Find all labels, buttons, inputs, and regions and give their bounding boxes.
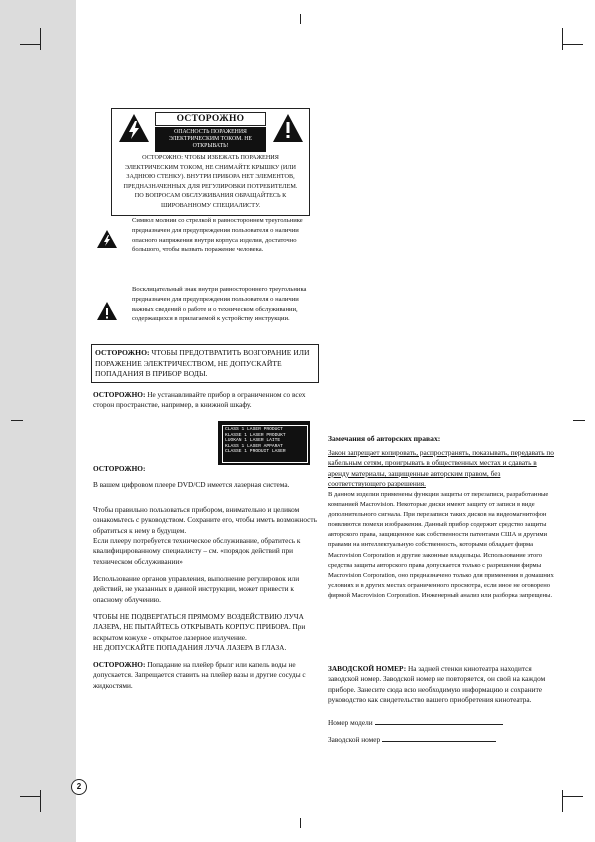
exclamation-triangle-icon <box>272 113 304 143</box>
crop-mark <box>563 796 583 797</box>
shock-danger-label: ОПАСНОСТЬ ПОРАЖЕНИЯ ЭЛЕКТРИЧЕСКИМ ТОКОМ. НЕ ОТКРЫВАТЬ! <box>155 127 266 152</box>
laser-paragraph: Если плееру потребуется техническое обслуживание, обратитесь к квалифицированному специалисту – см. «порядок действий при техническом обслуживании» <box>93 536 301 566</box>
serial-number-field-label: Заводской номер <box>328 735 381 744</box>
laser-label-line: LUOKAN 1 LASER LAITE <box>225 438 281 444</box>
serial-number-label: ЗАВОДСКОЙ НОМЕР: <box>328 664 407 673</box>
laser-paragraph: Использование органов управления, выполнение регулировок или действий, не указанных в данной инструкции, может привести к опасному облучению. <box>93 574 300 604</box>
fire-warning-text <box>95 348 315 380</box>
crop-mark <box>300 818 301 828</box>
exclamation-triangle-icon <box>96 301 118 321</box>
laser-label-inner <box>222 425 308 463</box>
placement-warning-body: Не устанавливайте прибор в ограниченном со всех сторон пространстве, например, в книжной шкафу. <box>93 390 306 410</box>
fire-warning-label: ОСТОРОЖНО: <box>95 348 150 357</box>
lightning-triangle-icon <box>118 113 150 143</box>
page-sidebar-strip <box>0 0 76 842</box>
lightning-symbol-note: Символ молнии со стрелкой в равностороннем треугольнике предназначен для предупреждения пользователя о наличии опасного напряжения внутри корпуса изделия, достаточно большого, чтобы вызвать поражение человека. <box>132 217 303 254</box>
crop-mark <box>20 44 40 45</box>
laser-paragraph: НЕ ДОПУСКАЙТЕ ПОПАДАНИЯ ЛУЧА ЛАЗЕРА В ГЛАЗА. <box>93 643 287 652</box>
laser-caution-heading: ОСТОРОЖНО: <box>93 464 146 473</box>
fire-warning-box <box>91 344 319 383</box>
model-number-row <box>328 717 558 728</box>
laser-paragraph: Чтобы правильно пользоваться прибором, внимательно и целиком ознакомьтесь с руководством. Сохраните его, чтобы иметь возможность обратиться к нему в будущем. <box>93 505 317 535</box>
copyright-law-notice: Закон запрещает копировать, распространять, показывать, передавать по кабельным сетям, проигрывать в общественных местах и сдавать в аренду материалы, защищенные авторским правом, без соответствующего разрешения. <box>328 448 554 489</box>
laser-product-label <box>218 421 310 465</box>
placement-warning <box>93 390 317 411</box>
crop-mark <box>11 420 23 421</box>
warning-title: ОСТОРОЖНО <box>155 112 266 126</box>
liquid-warning <box>93 660 317 691</box>
serial-number-section <box>328 664 558 706</box>
warning-label-header <box>155 112 266 152</box>
serial-number-fill-line <box>382 734 496 742</box>
laser-paragraph: ЧТОБЫ НЕ ПОДВЕРГАТЬСЯ ПРЯМОМУ ВОЗДЕЙСТВИЮ ЛУЧА ЛАЗЕРА, НЕ ПЫТАЙТЕСЬ ОТКРЫВАТЬ КОРПУС ПРИБОРА. При вскрытом кожухе - открытое лазерное излучение. <box>93 612 306 642</box>
warning-label-body: ОСТОРОЖНО: ЧТОБЫ ИЗБЕЖАТЬ ПОРАЖЕНИЯ ЭЛЕКТРИЧЕСКИМ ТОКОМ, НЕ СНИМАЙТЕ КРЫШКУ (ИЛИ ЗАДНЮЮ СТЕНКУ). ВНУТРИ ПРИБОРА НЕТ ЭЛЕМЕНТОВ, ПРЕДНАЗНАЧЕННЫХ ДЛЯ РЕГУЛИРОВКИ ПОТРЕБИТЕЛЕМ. ПО ВОПРОСАМ ОБСЛУЖИВАНИЯ ОБРАЩАЙТЕСЬ К ШИРОВАННОМУ СПЕЦИАЛИСТУ. <box>123 154 298 209</box>
laser-label-line: KLASSE 1 LASER PRODUKT <box>225 432 286 438</box>
laser-label-line: CLASS 1 LASER PRODUCT <box>225 427 283 432</box>
liquid-warning-body: Попадание на плейер брызг или капель воды не допускается. Запрещается ставить на плейер вазы и другие сосуды с жидкостями. <box>93 660 306 690</box>
shock-warning-label <box>111 108 310 216</box>
model-number-label: Номер модели <box>328 718 373 727</box>
laser-paragraph: В вашем цифровом плеере DVD/CD имеется лазерная система. <box>93 480 290 489</box>
page-number: 2 <box>71 779 87 795</box>
crop-mark <box>300 14 301 24</box>
laser-label-line: CLASSE 1 PRODUIT LASER <box>225 449 286 455</box>
crop-mark <box>573 420 585 421</box>
crop-mark <box>562 28 563 50</box>
crop-mark <box>563 44 583 45</box>
exclamation-symbol-note: Восклицательный знак внутри равностороннего треугольника предназначен для предупреждения пользователя о наличии важных сведений о работе и о техническом обслуживании, содержащихся в прилагаемой к устройству инструкции. <box>132 286 307 323</box>
copyright-heading: Замечания об авторских правах: <box>328 434 441 443</box>
crop-mark <box>20 796 40 797</box>
copyright-body: В данном изделии применены функции защиты от перезаписи, разработанные компанией Macrovision. Некоторые диски имеют защиту от записи в виде дополнительного сигнала. При перезаписи таких дисков на видеомагнитофон появляются помехи изображения. Данный прибор содержит средство защиты авторского права, защищенное как собственности патентами США и другими правами на интеллектуальную собственность, которыми обладает фирма Macrovision Corporation и другие законные владельцы. Использование этого средства защиты авторского права допускается только с разрешения фирмы Macrovision Corporation, оно предназначено только для применения в домашних условиях и в других местах ограниченного просмотра, если иное не оговорено фирмой Macrovision Corporation. Инженерный анализ или разборка запрещены. <box>328 491 554 599</box>
fire-warning-body: ЧТОБЫ ПРЕДОТВРАТИТЬ ВОЗГОРАНИЕ ИЛИ ПОРАЖЕНИЕ ЭЛЕКТРИЧЕСТВОМ, НЕ ДОПУСКАЙТЕ ПОПАДАНИЯ В ПРИБОР ВОДЫ. <box>95 348 310 379</box>
lightning-triangle-icon <box>96 229 118 249</box>
serial-number-body: На задней стенки кинотеатра находится заводской номер. Заводской номер не повторяется, он свой на каждом приборе. Занесите сюда всю необходимую информацию и сохраните руководство как свидетельство вашего приобретения кинотеатра. <box>328 664 546 705</box>
liquid-warning-label: ОСТОРОЖНО: <box>93 660 146 669</box>
crop-mark <box>562 790 563 812</box>
model-number-fill-line <box>375 717 503 725</box>
crop-mark <box>40 790 41 812</box>
crop-mark <box>40 28 41 50</box>
placement-warning-label: ОСТОРОЖНО: <box>93 390 146 399</box>
laser-label-line: KLASS 1 LASER APPARAT <box>225 443 283 449</box>
serial-number-row <box>328 734 558 745</box>
